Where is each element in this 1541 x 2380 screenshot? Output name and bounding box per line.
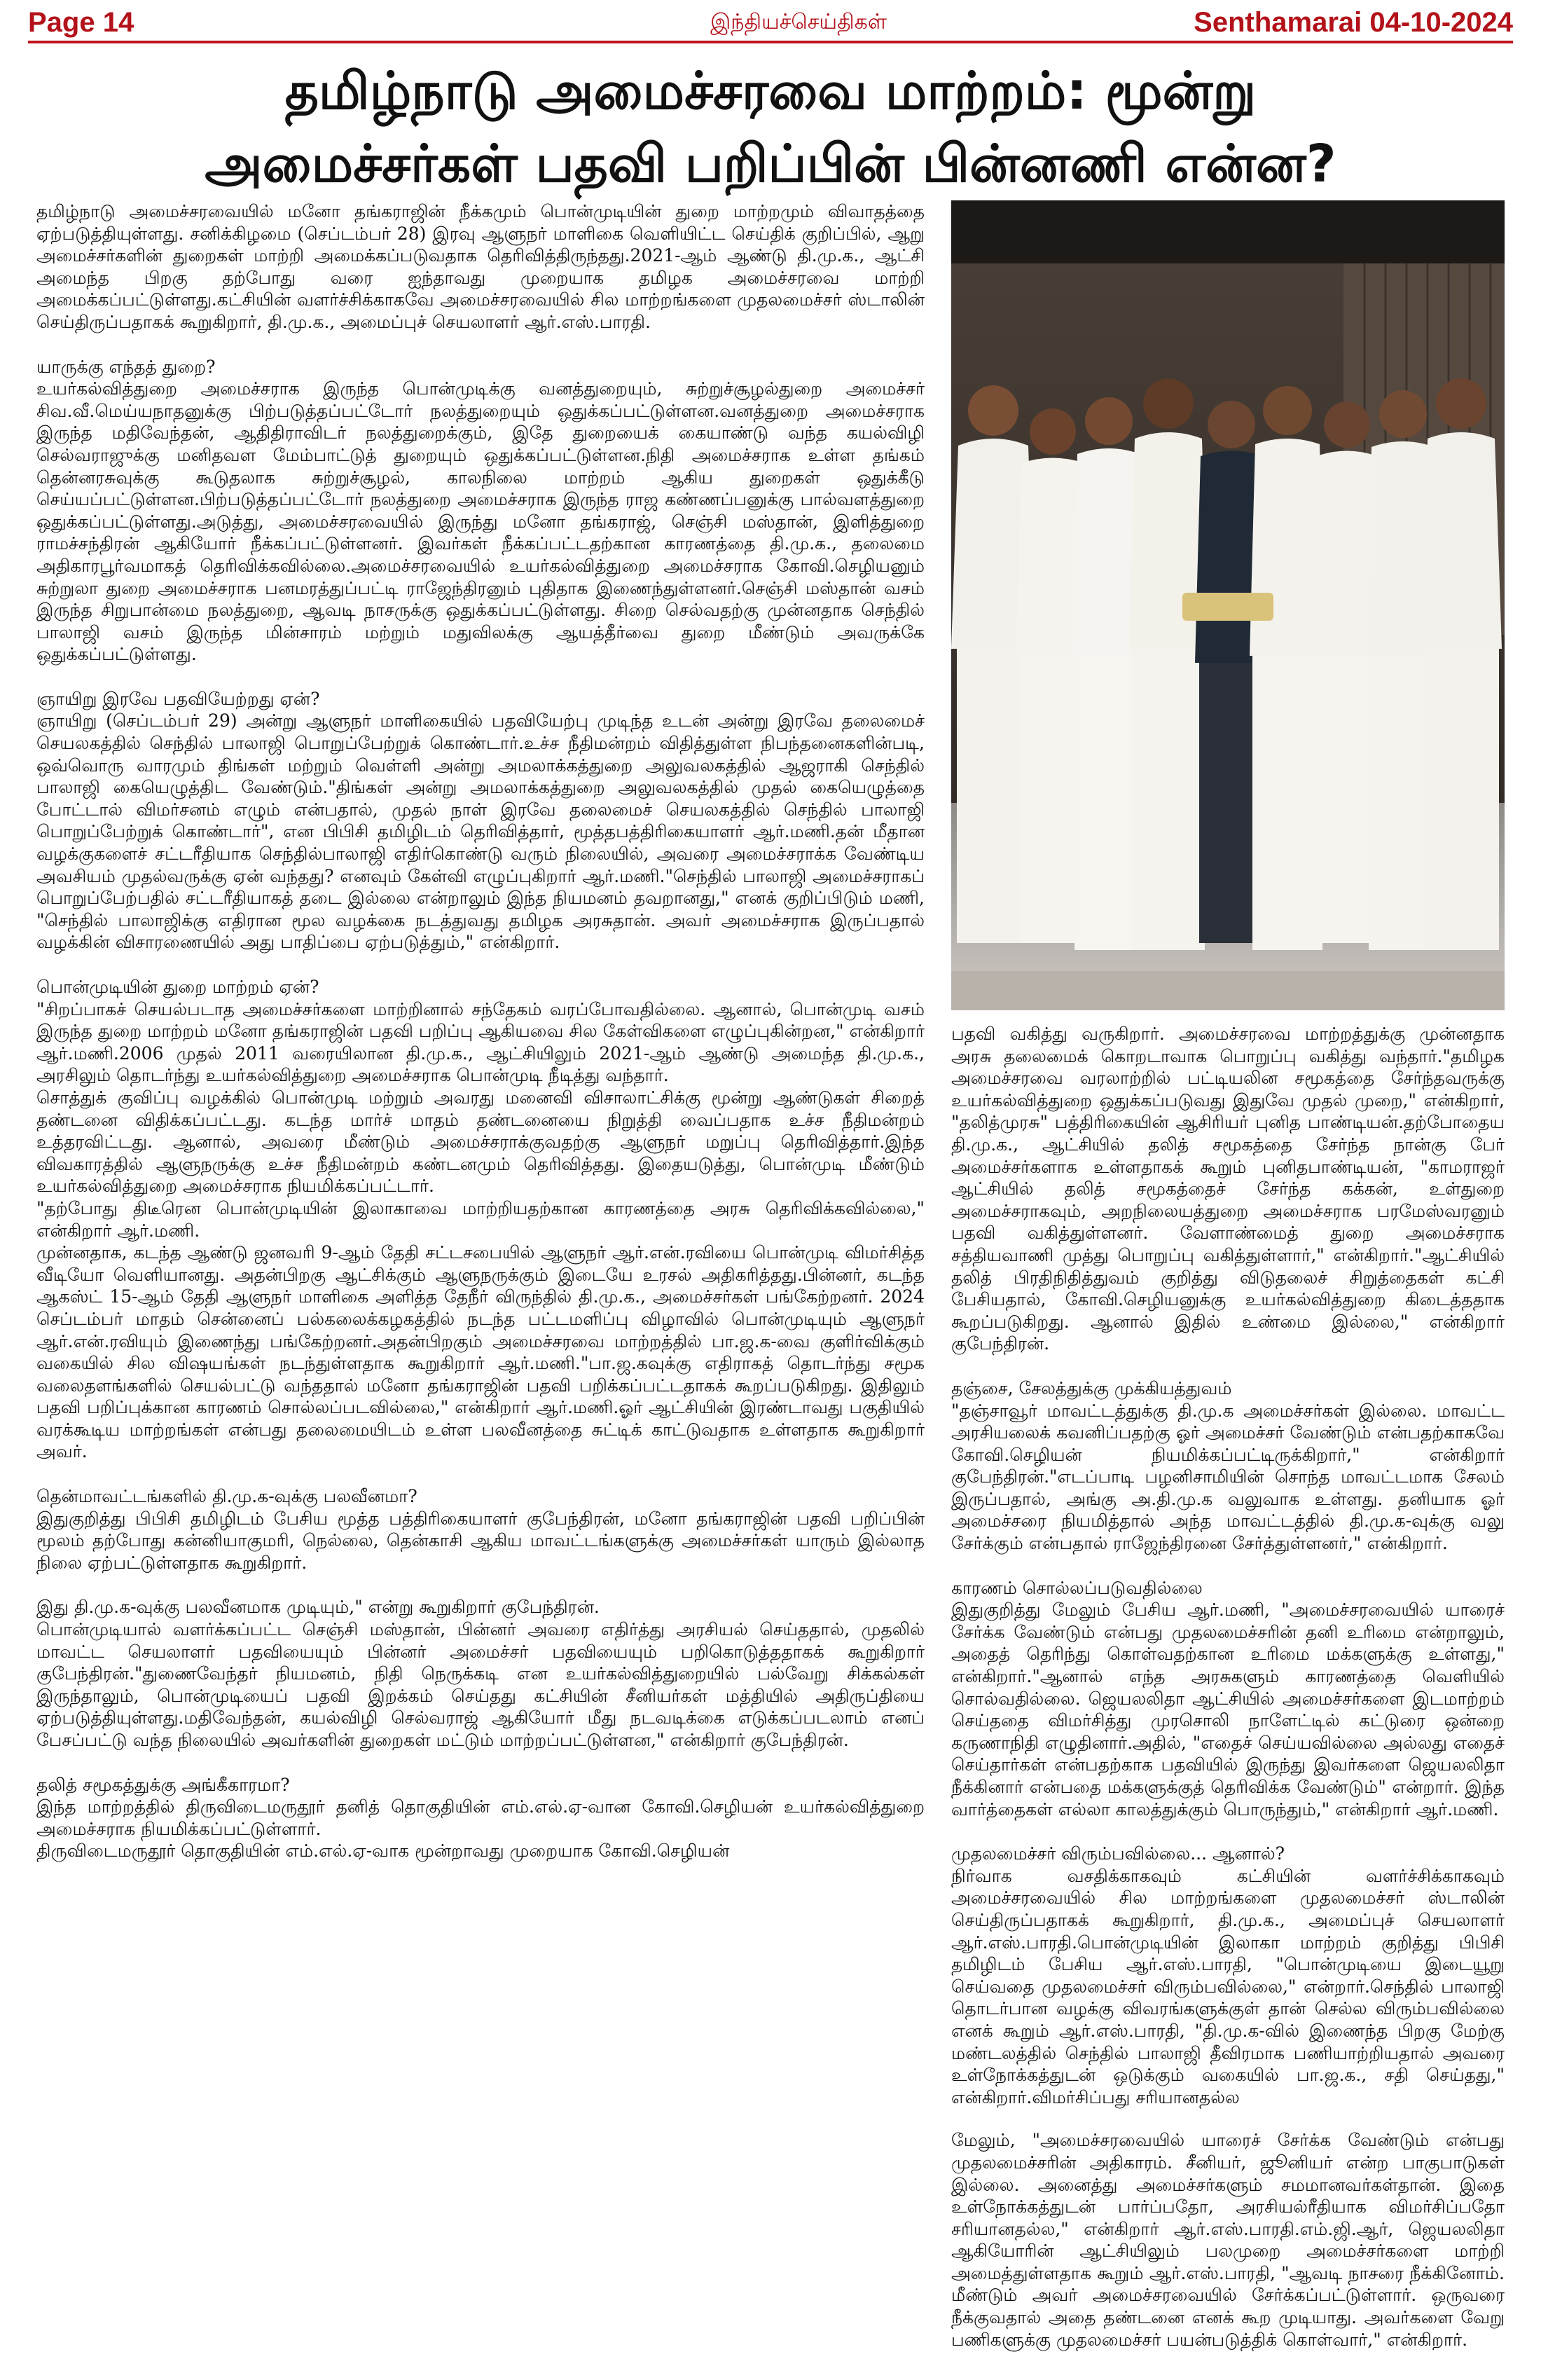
section-heading: தலித் சமூகத்துக்கு அங்கீகாரமா?: [36, 1774, 290, 1795]
section-heading: முதலமைச்சர் விரும்பவில்லை... ஆனால்?: [951, 1843, 1285, 1864]
article-paragraph: முன்னதாக, கடந்த ஆண்டு ஜனவரி 9-ஆம் தேதி சட்டசபையில் ஆளுநர் ஆர்.என்.ரவியை பொன்முடி விமர்சித்த வீடியோ வெளியானது. அதன்பிறகு ஆட்சிக்கும் ஆளுநருக்கும் இடையே உரசல் அதிகரித்தது.பின்னர், கடந்த ஆகஸ்ட் 15-ஆம் தேதி ஆளுநர் மாளிகை அளித்த தேநீர் விருந்தில் தி.மு.க., அமைச்சர்கள் பங்கேற்றனர். 2024 செப்டம்பர் மாதம் சென்னைப் பல்கலைக்கழகத்தில் நடந்த பட்டமளிப்பு விழாவில் பொன்முடியும் ஆளுநர் ஆர்.என்.ரவியும் இணைந்து பங்கேற்றனர்.அதன்பிறகும் அமைச்சரவை மாற்றத்தில் பா.ஜ.க-வை குளிர்விக்கும் வகையில் சில விஷயங்கள் நடந்துள்ளதாக கூறுகிறார் ஆர்.மணி."பா.ஜ.கவுக்கு எதிராகத் தொடர்ந்து சமூக வலைதளங்களில் செயல்பட்டு வந்ததால் மனோ தங்கராஜின் பதவி பறிக்கப்பட்டதாகக் கூறப்படுகிறது. இதிலும் பதவி பறிப்புக்கான காரணம் சொல்லப்படவில்லை," என்கிறார் ஆர்.மணி.ஓர் ஆட்சியின் இரண்டாவது பகுதியில் வரக்கூடிய மாற்றங்கள் என்பது தலைமையிடம் உள்ள பலவீனத்தை சுட்டிக் காட்டுவதாக உள்ளதாக கூறுகிறார் அவர்.: [36, 1242, 925, 1462]
headline-line-1: தமிழ்நாடு அமைச்சரவை மாற்றம்: மூன்று: [284, 61, 1257, 121]
page-number: Page 14: [28, 7, 134, 38]
article-column-right: [951, 1023, 1505, 2365]
article-paragraph: உயர்கல்வித்துறை அமைச்சராக இருந்த பொன்முடிக்கு வனத்துறையும், சுற்றுச்சூழல்துறை அமைச்சர் சிவ.வீ.மெய்யநாதனுக்கு பிற்படுத்தப்பட்டோர் நலத்துறையும் ஒதுக்கப்பட்டுள்ளன.வனத்துறை அமைச்சராக இருந்த மதிவேந்தன், ஆதிதிராவிடர் நலத்துறைக்கும், இதே துறையைக் கையாண்டு வந்த கயல்விழி செல்வராஜுக்கு மனிதவள மேம்பாட்டுத் துறையும் ஒதுக்கப்பட்டுள்ளன.நிதி அமைச்சராக உள்ள தங்கம் தென்னரசுவுக்கு கூடுதலாக சுற்றுச்சூழல், காலநிலை மாற்றம் ஆகிய துறைகள் ஒதுக்கீடு செய்யப்பட்டுள்ளன.பிற்படுத்தப்பட்டோர் நலத்துறை அமைச்சராக இருந்த ராஜ கண்ணப்பனுக்கு பால்வளத்துறை ஒதுக்கப்பட்டுள்ளது.அடுத்து, அமைச்சரவையில் இருந்து மனோ தங்கராஜ், செஞ்சி மஸ்தான், இளித்துறை ராமச்சந்திரன் ஆகியோர் நீக்கப்பட்டுள்ளனர். இவர்கள் நீக்கப்பட்டதற்கான காரணத்தை தி.மு.க., தலைமை அதிகாரபூர்வமாகத் தெரிவிக்கவில்லை.அமைச்சரவையில் உயர்கல்வித்துறை அமைச்சராக கோவி.செழியனும் சுற்றுலா துறை அமைச்சராக பனமரத்துப்பட்டி ராஜேந்திரனும் புதிதாக இணைந்துள்ளனர்.செஞ்சி மஸ்தான் வசம் இருந்த சிறுபான்மை நலத்துறை, ஆவடி நாசருக்கு ஒதுக்கப்பட்டுள்ளது. சிறை செல்வதற்கு முன்னதாக செந்தில் பாலாஜி வசம் இருந்த மின்சாரம் மற்றும் மதுவிலக்கு ஆயத்தீர்வை துறை மீண்டும் அவருக்கே ஒதுக்கப்பட்டுள்ளது.: [36, 378, 925, 665]
article-paragraph: இதுகுறித்து மேலும் பேசிய ஆர்.மணி, "அமைச்சரவையில் யாரைச் சேர்க்க வேண்டும் என்பது முதலமைச்சரின் தனி உரிமை என்றாலும், அதைத் தெரிந்து கொள்வதற்கான உரிமை மக்களுக்கு உள்ளது," என்கிறார்."ஆனால் எந்த அரசுகளும் காரணத்தை வெளியில் சொல்வதில்லை. ஜெயலலிதா ஆட்சியில் அமைச்சர்களை இடமாற்றம் செய்ததை விமர்சித்து முரசொலி நாளேட்டில் கட்டுரை ஒன்றை கருணாநிதி எழுதினார்.அதில், "எதைச் செய்யவில்லை அல்லது எதைச் செய்தார்கள் என்பதற்காக பதவியில் இருந்து இவர்களை ஜெயலலிதா நீக்கினார் என்பதை மக்களுக்குத் தெரிவிக்க வேண்டும்" என்றார். இந்த வார்த்தைகள் எல்லா காலத்துக்கும் பொருந்தும்," என்கிறார் ஆர்.மணி.: [951, 1600, 1505, 1820]
article-paragraph: ஞாயிறு (செப்டம்பர் 29) அன்று ஆளுநர் மாளிகையில் பதவியேற்பு முடிந்த உடன் அன்று இரவே தலைமைச் செயலகத்தில் செந்தில் பாலாஜி பொறுப்பேற்றுக் கொண்டார்.உச்ச நீதிமன்றம் விதித்துள்ள நிபந்தனைகளின்படி, ஒவ்வொரு வாரமும் திங்கள் மற்றும் வெள்ளி அன்று அமலாக்கத்துறை அலுவலகத்தில் ஆஜராகி செந்தில் பாலாஜி கையெழுத்திட வேண்டும்."திங்கள் அன்று அமலாக்கத்துறை அலுவலகத்தில் முதல் கையெழுத்தை போட்டால் விமர்சனம் எழும் என்பதால், முதல் நாள் இரவே தலைமைச் செயலகத்தில் செந்தில் பாலாஜி பொறுப்பேற்றுக் கொண்டார்", என பிபிசி தமிழிடம் தெரிவித்தார், மூத்தபத்திரிகையாளர் ஆர்.மணி.தன் மீதான வழக்குகளைச் சட்டரீதியாக செந்தில்பாலாஜி எதிர்கொண்டு வரும் நிலையில், அவரை அமைச்சராக்க வேண்டிய அவசியம் முதல்வருக்கு ஏன் வந்தது? எனவும் கேள்வி எழுப்புகிறார் ஆர்.மணி."செந்தில் பாலாஜி அமைச்சராகப் பொறுப்பேற்பதில் சட்டரீதியாகத் தடை இல்லை என்றாலும் இந்த நியமனம் தவறானது," எனக் குறிப்பிடும் மணி, "செந்தில் பாலாஜிக்கு எதிரான மூல வழக்கை நடத்துவது தமிழக அரசுதான். அவர் அமைச்சராக இருப்பதால் வழக்கின் விசாரணையில் அது பாதிப்பை ஏற்படுத்தும்," என்கிறார்.: [36, 710, 925, 953]
section-heading: பொன்முடியின் துறை மாற்றம் ஏன்?: [36, 977, 319, 997]
article-paragraph: இதுகுறித்து பிபிசி தமிழிடம் பேசிய மூத்த பத்திரிகையாளர் குபேந்திரன், மனோ தங்கராஜின் பதவி பறிப்பின் மூலம் தற்போது கன்னியாகுமரி, நெல்லை, தென்காசி ஆகிய மாவட்டங்களுக்கு அமைச்சர்கள் யாரும் இல்லாத நிலை ஏற்பட்டுள்ளதாக கூறுகிறார்.: [36, 1508, 925, 1573]
article-paragraph: திருவிடைமருதூர் தொகுதியின் எம்.எல்.ஏ-வாக மூன்றாவது முறையாக கோவி.செழியன்: [36, 1841, 730, 1862]
article-paragraph: நிர்வாக வசதிக்காகவும் கட்சியின் வளர்ச்சிக்காகவும் அமைச்சரவையில் சில மாற்றங்களை முதலமைச்சர் ஸ்டாலின் செய்திருப்பதாகக் கூறுகிறார், தி.மு.க., அமைப்புச் செயலாளர் ஆர்.எஸ்.பாரதி.பொன்முடியின் இலாகா மாற்றம் குறித்து பிபிசி தமிழிடம் பேசிய ஆர்.எஸ்.பாரதி, "பொன்முடியை இடையூறு செய்வதை முதலமைச்சர் விரும்பவில்லை," என்றார்.செந்தில் பாலாஜி தொடர்பான வழக்கு விவரங்களுக்குள் தான் செல்ல விரும்பவில்லை எனக் கூறும் ஆர்.எஸ்.பாரதி, "தி.மு.க-வில் இணைந்த பிறகு மேற்கு மண்டலத்தில் செந்தில் பாலாஜி தீவிரமாக பணியாற்றியதால் அவரை உள்நோக்கத்துடன் ஒடுக்கும் வகையில் பா.ஜ.க., சதி செய்தது," என்கிறார்.விமர்சிப்பது சரியானதல்ல: [951, 1865, 1505, 2107]
article-paragraph: "சிறப்பாகச் செயல்படாத அமைச்சர்களை மாற்றினால் சந்தேகம் வரப்போவதில்லை. ஆனால், பொன்முடி வசம் இருந்த துறை மாற்றம் மனோ தங்கராஜின் பதவி பறிப்பு ஆகியவை சில கேள்விகளை எழுப்புகின்றன," என்கிறார் ஆர்.மணி.2006 முதல் 2011 வரையிலான தி.மு.க., ஆட்சியிலும் 2021-ஆம் ஆண்டு அமைந்த தி.மு.க., அரசிலும் தொடர்ந்து உயர்கல்வித்துறை அமைச்சராக பொன்முடி நீடித்து வந்தார்.: [36, 998, 925, 1086]
article-paragraph: "தஞ்சாவூர் மாவட்டத்துக்கு தி.மு.க அமைச்சர்கள் இல்லை. மாவட்ட அரசியலைக் கவனிப்பதற்கு ஓர் அமைச்சர் வேண்டும் என்பதற்காகவே கோவி.செழியன் நியமிக்கப்பட்டிருக்கிறார்," என்கிறார் குபேந்திரன்."எடப்பாடி பழனிசாமியின் சொந்த மாவட்டமாக சேலம் இருப்பதால், அங்கு அ.தி.மு.க வலுவாக உள்ளது. தனியாக ஓர் அமைச்சரை நியமித்தால் அந்த மாவட்டத்தில் தி.மு.க-வுக்கு வலு சேர்க்கும் என்பதால் ராஜேந்திரனை சேர்த்துள்ளனர்," என்கிறார்.: [951, 1400, 1505, 1554]
article-paragraph: மேலும், "அமைச்சரவையில் யாரைச் சேர்க்க வேண்டும் என்பது முதலமைச்சரின் அதிகாரம். சீனியர், ஜூனியர் என்ற பாகுபாடுகள் இல்லை. அனைத்து அமைச்சர்களும் சமமானவர்கள்தான். இதை உள்நோக்கத்துடன் பார்ப்பதோ, அரசியல்ரீதியாக விமர்சிப்பதோ சரியானதல்ல," என்கிறார் ஆர்.எஸ்.பாரதி.எம்.ஜி.ஆர், ஜெயலலிதா ஆகியோரின் ஆட்சியிலும் பலமுறை அமைச்சர்களை மாற்றி அமைத்துள்ளதாக கூறும் ஆர்.எஸ்.பாரதி, "ஆவடி நாசரை நீக்கினோம். மீண்டும் அவர் அமைச்சரவையில் சேர்க்கப்பட்டுள்ளார். ஒருவரை நீக்குவதால் அதை தண்டனை எனக் கூற முடியாது. அவர்களை வேறு பணிகளுக்கு முதலமைச்சர் பயன்படுத்திக் கொள்வார்," என்கிறார்.: [951, 2130, 1505, 2350]
section-heading: இது தி.மு.க-வுக்கு பலவீனமாக முடியும்," என்று கூறுகிறார் குபேந்திரன்.: [36, 1597, 600, 1618]
article-paragraph: பதவி வகித்து வருகிறார். அமைச்சரவை மாற்றத்துக்கு முன்னதாக அரசு தலைமைக் கொறடாவாக பொறுப்பு வகித்து வந்தார்."தமிழக அமைச்சரவை வரலாற்றில் பட்டியலின சமூகத்தை சேர்ந்தவருக்கு உயர்கல்வித்துறை ஒதுக்கப்படுவது இதுவே முதல் முறை," என்கிறார், "தலித்முரசு" பத்திரிகையின் ஆசிரியர் புனித பாண்டியன்.தற்போதைய தி.மு.க., ஆட்சியில் தலித் சமூகத்தை சேர்ந்த நான்கு பேர் அமைச்சர்களாக உள்ளதாகக் கூறும் புனிதபாண்டியன், "காமராஜர் ஆட்சியில் தலித் சமூகத்தைச் சேர்ந்த கக்கன், உள்துறை அமைச்சராகவும், அறநிலையத்துறை அமைச்சராக பரமேஸ்வரனும் பதவி வகித்துள்ளனர். வேளாண்மைத் துறை அமைச்சராக சத்தியவாணி முத்து பொறுப்பு வகித்துள்ளார்," என்கிறார்."ஆட்சியில் தலித் பிரதிநிதித்துவம் குறித்து விடுதலைச் சிறுத்தைகள் கட்சி பேசியதால், கோவி.செழியனுக்கு உயர்கல்வித்துறை கிடைத்ததாக கூறப்படுகிறது. ஆனால் இதில் உண்மை இல்லை," என்கிறார் குபேந்திரன்.: [951, 1024, 1505, 1354]
person-4: [1129, 378, 1208, 950]
person-6: [1250, 386, 1325, 950]
paper-name: இந்தியச்செய்திகள்: [710, 10, 887, 34]
article-paragraph: சொத்துக் குவிப்பு வழக்கில் பொன்முடி மற்றும் அவரது மனைவி விசாலாட்சிக்கு மூன்று ஆண்டுகள் சிறைத் தண்டனை விதிக்கப்பட்டது. கடந்த மார்ச் மாதம் தண்டனையை நிறுத்தி வைப்பதாக உச்ச நீதிமன்றம் உத்தரவிட்டது. ஆனால், அவரை மீண்டும் அமைச்சராக்குவதற்கு ஆளுநர் மறுப்பு தெரிவித்தார்.இந்த விவகாரத்தில் ஆளுநருக்கு உச்ச நீதிமன்றம் கண்டனமும் தெரிவித்தது. இதையடுத்து, பொன்முடி மீண்டும் உயர்கல்வித்துறை அமைச்சராக நியமிக்கப்பட்டார்.: [36, 1087, 925, 1197]
section-heading: ஞாயிறு இரவே பதவியேற்றது ஏன்?: [36, 688, 320, 709]
section-heading: யாருக்கு எந்தத் துறை?: [36, 356, 216, 377]
group-photo-illustration: [951, 200, 1505, 1010]
headline: [42, 55, 1499, 200]
article-paragraph: "தற்போது திடீரென பொன்முடியின் இலாகாவை மாற்றியதற்கான காரணத்தை அரசு தெரிவிக்கவில்லை," என்கிறார் ஆர்.மணி.: [36, 1197, 925, 1241]
article-column-left: [36, 200, 925, 2365]
person-9: [1422, 378, 1502, 950]
article-paragraph: பொன்முடியால் வளர்க்கப்பட்ட செஞ்சி மஸ்தான், பின்னர் அவரை எதிர்த்து அரசியல் செய்ததால், முதலில் மாவட்ட செயலாளர் பதவியையும் பின்னர் அமைச்சர் பதவியையும் பறிகொடுத்ததாகக் கூறுகிறார் குபேந்திரன்."துணைவேந்தர் நியமனம், நிதி நெருக்கடி என உயர்கல்வித்துறையில் பல்வேறு சிக்கல்கள் இருந்தாலும், பொன்முடியைப் பதவி இறக்கம் செய்தது கட்சியின் சீனியர்கள் மத்தியில் அதிருப்தியை ஏற்படுத்தியுள்ளது.மதிவேந்தன், கயல்விழி செல்வராஜ் ஆகியோர் மீது நடவடிக்கை எடுக்கப்படலாம் எனப் பேசப்பட்டு வந்த நிலையில் அவர்களின் துறைகள் மட்டும் மாற்றப்பட்டுள்ளன," என்கிறார் குபேந்திரன்.: [36, 1619, 925, 1750]
news-photo: [951, 200, 1505, 1010]
section-heading: தென்மாவட்டங்களில் தி.மு.க-வுக்கு பலவீனமா?: [36, 1486, 417, 1507]
article-paragraph: தமிழ்நாடு அமைச்சரவையில் மனோ தங்கராஜின் நீக்கமும் பொன்முடியின் துறை மாற்றமும் விவாதத்தை ஏற்படுத்தியுள்ளது. சனிக்கிழமை (செப்டம்பர் 28) இரவு ஆளுநர் மாளிகை வெளியிட்ட செய்திக் குறிப்பில், ஆறு அமைச்சர்களின் துறைகள் மாற்றி அமைக்கப்படுவதாக தெரிவித்திருந்தது.2021-ஆம் ஆண்டு தி.மு.க., ஆட்சி அமைந்த பிறகு தற்போது வரை ஐந்தாவது முறையாக தமிழக அமைச்சரவை மாற்றி அமைக்கப்பட்டுள்ளது.கட்சியின் வளர்ச்சிக்காகவே அமைச்சரவையில் சில மாற்றங்களை முதலமைச்சர் ஸ்டாலின் செய்திருப்பதாகக் கூறுகிறார், தி.மு.க., அமைப்புச் செயலாளர் ஆர்.எஸ்.பாரதி.: [36, 201, 925, 332]
edition-date: Senthamarai 04-10-2024: [1194, 7, 1513, 38]
section-heading: காரணம் சொல்லப்படுவதில்லை: [951, 1577, 1203, 1598]
article-paragraph: இந்த மாற்றத்தில் திருவிடைமருதூர் தனித் தொகுதியின் எம்.எல்.ஏ-வான கோவி.செழியன் உயர்கல்வித்துறை அமைச்சராக நியமிக்கப்பட்டுள்ளார்.: [36, 1796, 925, 1839]
headline-line-2: அமைச்சர்கள் பதவி பறிப்பின் பின்னணி என்ன?: [205, 134, 1336, 194]
section-heading: தஞ்சை, சேலத்துக்கு முக்கியத்துவம்: [951, 1377, 1232, 1398]
masthead: [28, 4, 1513, 43]
